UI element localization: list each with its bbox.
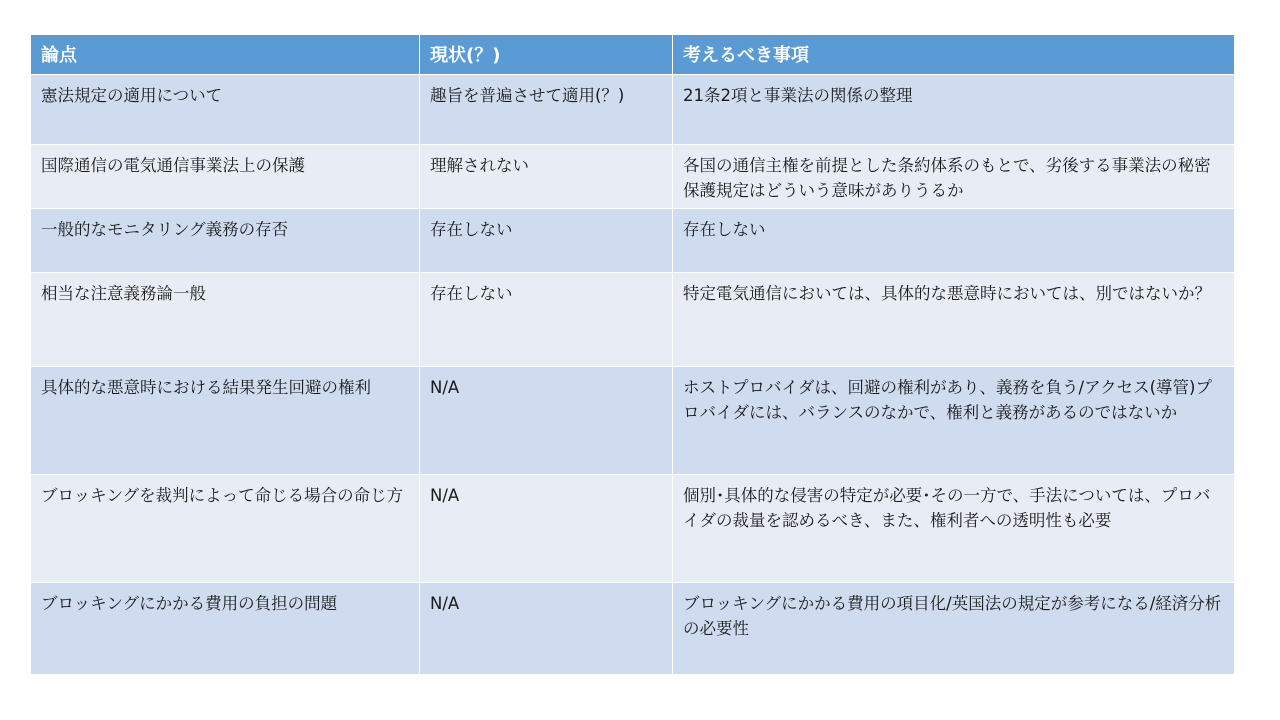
- header-consider: 考えるべき事項: [673, 35, 1235, 75]
- cell-status: N/A: [420, 583, 673, 675]
- cell-issue: 憲法規定の適用について: [31, 75, 420, 145]
- cell-consider: ブロッキングにかかる費用の項目化/英国法の規定が参考になる/経済分析の必要性: [673, 583, 1235, 675]
- cell-consider: 特定電気通信においては、具体的な悪意時においては、別ではないか？: [673, 273, 1235, 367]
- header-status: 現状(？): [420, 35, 673, 75]
- cell-status: 理解されない: [420, 145, 673, 209]
- cell-issue: ブロッキングにかかる費用の負担の問題: [31, 583, 420, 675]
- cell-status: N/A: [420, 475, 673, 583]
- cell-consider: 個別･具体的な侵害の特定が必要･その一方で、手法については、プロバイダの裁量を認めるべき、また、権利者への透明性も必要: [673, 475, 1235, 583]
- cell-issue: 相当な注意義務論一般: [31, 273, 420, 367]
- header-issue: 論点: [31, 35, 420, 75]
- cell-status: 存在しない: [420, 209, 673, 273]
- cell-consider: 各国の通信主権を前提とした条約体系のもとで、劣後する事業法の秘密保護規定はどういう意味がありうるか: [673, 145, 1235, 209]
- cell-consider: ホストプロバイダは、回避の権利があり、義務を負う/アクセス(導管)プロバイダには、バランスのなかで、権利と義務があるのではないか: [673, 367, 1235, 475]
- table-row: [31, 273, 1235, 367]
- cell-issue: ブロッキングを裁判によって命じる場合の命じ方: [31, 475, 420, 583]
- cell-issue: 一般的なモニタリング義務の存否: [31, 209, 420, 273]
- cell-status: N/A: [420, 367, 673, 475]
- cell-issue: 国際通信の電気通信事業法上の保護: [31, 145, 420, 209]
- table-header-row: [31, 35, 1235, 75]
- cell-consider: 存在しない: [673, 209, 1235, 273]
- cell-issue: 具体的な悪意時における結果発生回避の権利: [31, 367, 420, 475]
- table-row: [31, 75, 1235, 145]
- issues-table: [30, 34, 1235, 675]
- cell-status: 存在しない: [420, 273, 673, 367]
- table-row: [31, 367, 1235, 475]
- table-row: [31, 209, 1235, 273]
- table-row: [31, 583, 1235, 675]
- cell-consider: 21条2項と事業法の関係の整理: [673, 75, 1235, 145]
- cell-status: 趣旨を普遍させて適用(？): [420, 75, 673, 145]
- table-row: [31, 145, 1235, 209]
- table-row: [31, 475, 1235, 583]
